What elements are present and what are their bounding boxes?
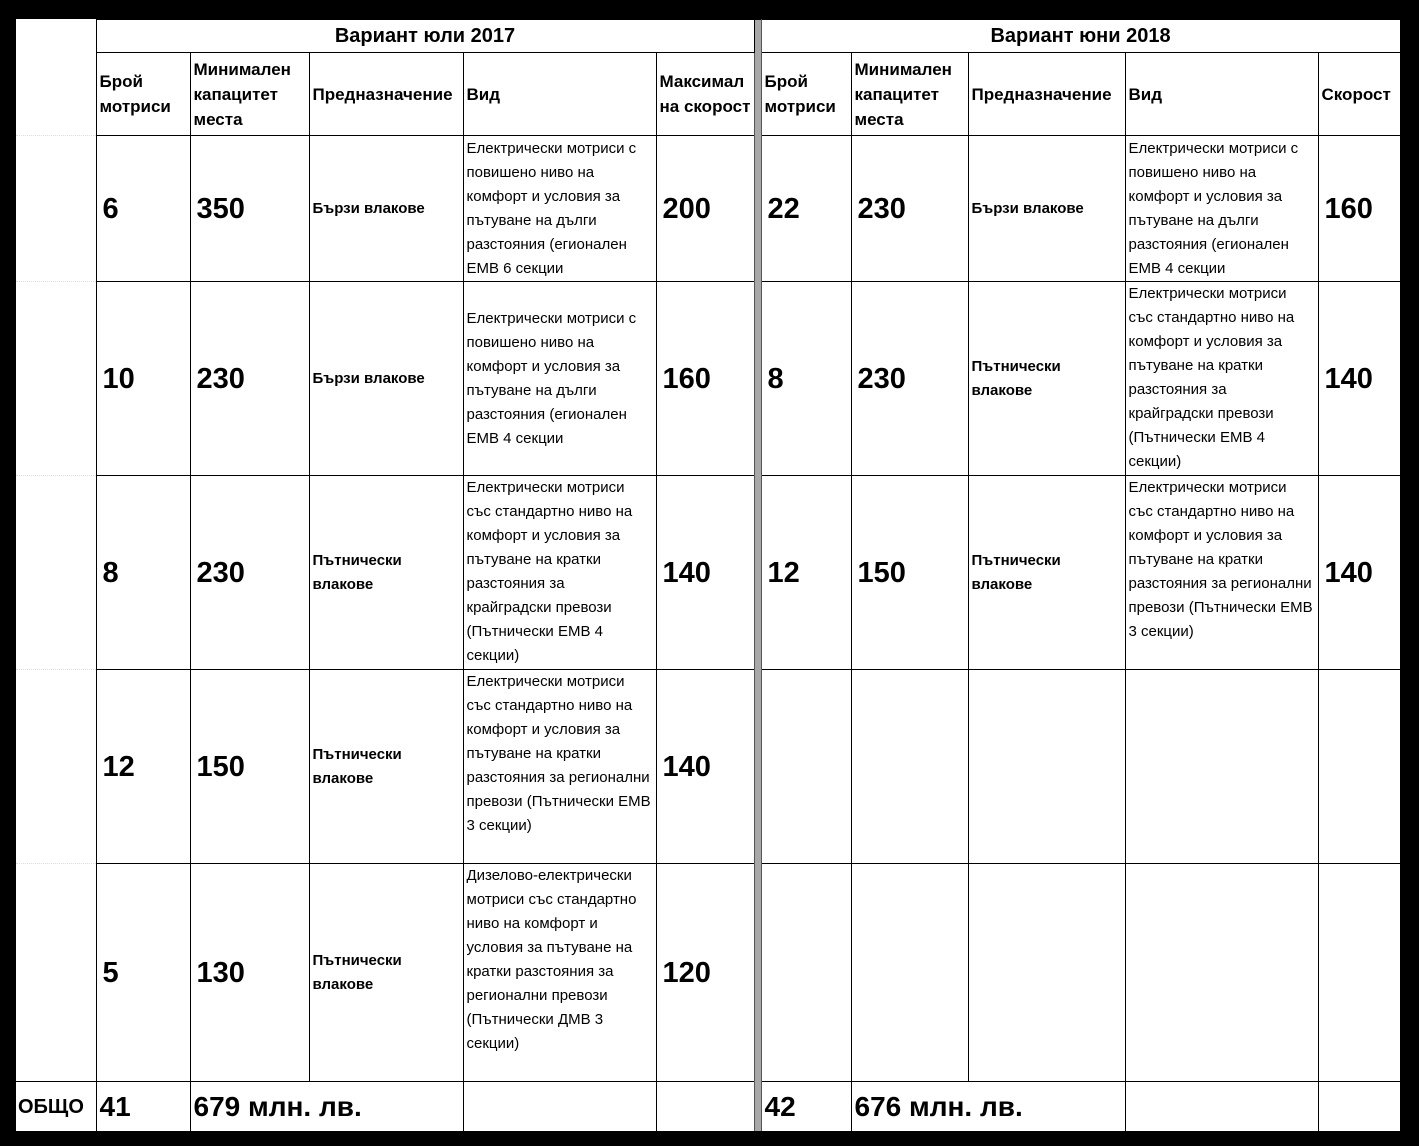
count-cell: 8 [96,476,190,670]
comparison-table [16,19,1400,1131]
empty-cell [1318,864,1400,1082]
table-row [16,476,1400,670]
blank-cell [16,864,96,1082]
empty-cell [851,670,968,864]
blank-corner-cell [16,20,96,53]
header-capacity-2017: Минимален капацитет места [190,53,309,136]
count-cell: 6 [96,136,190,282]
count-cell: 12 [96,670,190,864]
speed-cell: 200 [656,136,754,282]
blank-cell [16,476,96,670]
empty-cell [1125,864,1318,1082]
blank-cell [16,282,96,476]
purpose-cell: Бързи влакове [309,136,463,282]
empty-cell [1125,670,1318,864]
purpose-cell: Пътнически влакове [309,670,463,864]
total-count-2018: 42 [761,1082,851,1132]
capacity-cell: 230 [851,282,968,476]
kind-cell: Електрически мотриси с повишено ниво на комфорт и условия за пътуване на дълги разстояния (егионален ЕМВ 4 секции [1125,136,1318,282]
purpose-cell: Бързи влакове [968,136,1125,282]
kind-cell: Електрически мотриси със стандартно ниво на комфорт и условия за пътуване на кратки разстояния за регионални превози (Пътнически ЕМВ 3 секции) [463,670,656,864]
speed-cell: 160 [1318,136,1400,282]
capacity-cell: 230 [190,282,309,476]
empty-cell [968,864,1125,1082]
capacity-cell: 130 [190,864,309,1082]
blank-header-cell [16,53,96,136]
purpose-cell: Пътнически влакове [309,476,463,670]
column-header-row [16,53,1400,136]
purpose-cell: Пътнически влакове [968,282,1125,476]
empty-cell [761,864,851,1082]
header-kind-2018: Вид [1125,53,1318,136]
capacity-cell: 150 [851,476,968,670]
column-separator [754,20,761,1132]
total-label: ОБЩО [16,1082,96,1132]
empty-cell [1318,1082,1400,1132]
empty-cell [968,670,1125,864]
empty-cell [463,1082,656,1132]
kind-cell: Дизелово-електрически мотриси със стандартно ниво на комфорт и условия за пътуване на кратки разстояния за регионални превози (Пътнически ДМВ 3 секции) [463,864,656,1082]
capacity-cell: 150 [190,670,309,864]
spreadsheet [16,19,1400,1131]
count-cell: 5 [96,864,190,1082]
group-header-2017: Вариант юли 2017 [96,20,754,53]
header-purpose-2017: Предназначение [309,53,463,136]
kind-cell: Електрически мотриси със стандартно ниво на комфорт и условия за пътуване на кратки разстояния за крайградски превози (Пътнически ЕМВ 4 секции) [463,476,656,670]
count-cell: 12 [761,476,851,670]
blank-cell [16,136,96,282]
kind-cell: Електрически мотриси със стандартно ниво на комфорт и условия за пътуване на кратки разстояния за крайградски превози (Пътнически ЕМВ 4 секции) [1125,282,1318,476]
speed-cell: 140 [656,476,754,670]
header-count-2018: Брой мотриси [761,53,851,136]
total-cost-2017: 679 млн. лв. [190,1082,463,1132]
header-speed-2018: Скорост [1318,53,1400,136]
table-row [16,864,1400,1082]
capacity-cell: 230 [190,476,309,670]
capacity-cell: 230 [851,136,968,282]
header-count-2017: Брой мотриси [96,53,190,136]
speed-cell: 140 [656,670,754,864]
speed-cell: 160 [656,282,754,476]
count-cell: 10 [96,282,190,476]
capacity-cell: 350 [190,136,309,282]
kind-cell: Електрически мотриси с повишено ниво на комфорт и условия за пътуване на дълги разстояния (егионален ЕМВ 4 секции [463,282,656,476]
header-kind-2017: Вид [463,53,656,136]
count-cell: 8 [761,282,851,476]
kind-cell: Електрически мотриси със стандартно ниво на комфорт и условия за пътуване на кратки разстояния за регионални превози (Пътнически ЕМВ 3 секции) [1125,476,1318,670]
empty-cell [1318,670,1400,864]
empty-cell [761,670,851,864]
total-count-2017: 41 [96,1082,190,1132]
speed-cell: 140 [1318,476,1400,670]
speed-cell: 140 [1318,282,1400,476]
purpose-cell: Пътнически влакове [968,476,1125,670]
blank-cell [16,670,96,864]
totals-row [16,1082,1400,1132]
table-row [16,282,1400,476]
count-cell: 22 [761,136,851,282]
total-cost-2018: 676 млн. лв. [851,1082,1125,1132]
purpose-cell: Бързи влакове [309,282,463,476]
table-row [16,670,1400,864]
group-header-row [16,20,1400,53]
empty-cell [851,864,968,1082]
header-capacity-2018: Минимален капацитет места [851,53,968,136]
speed-cell: 120 [656,864,754,1082]
group-header-2018: Вариант юни 2018 [761,20,1400,53]
table-row [16,136,1400,282]
header-speed-2017: Максимал на скорост [656,53,754,136]
header-purpose-2018: Предназначение [968,53,1125,136]
purpose-cell: Пътнически влакове [309,864,463,1082]
kind-cell: Електрически мотриси с повишено ниво на комфорт и условия за пътуване на дълги разстояния (егионален ЕМВ 6 секции [463,136,656,282]
empty-cell [656,1082,754,1132]
empty-cell [1125,1082,1318,1132]
